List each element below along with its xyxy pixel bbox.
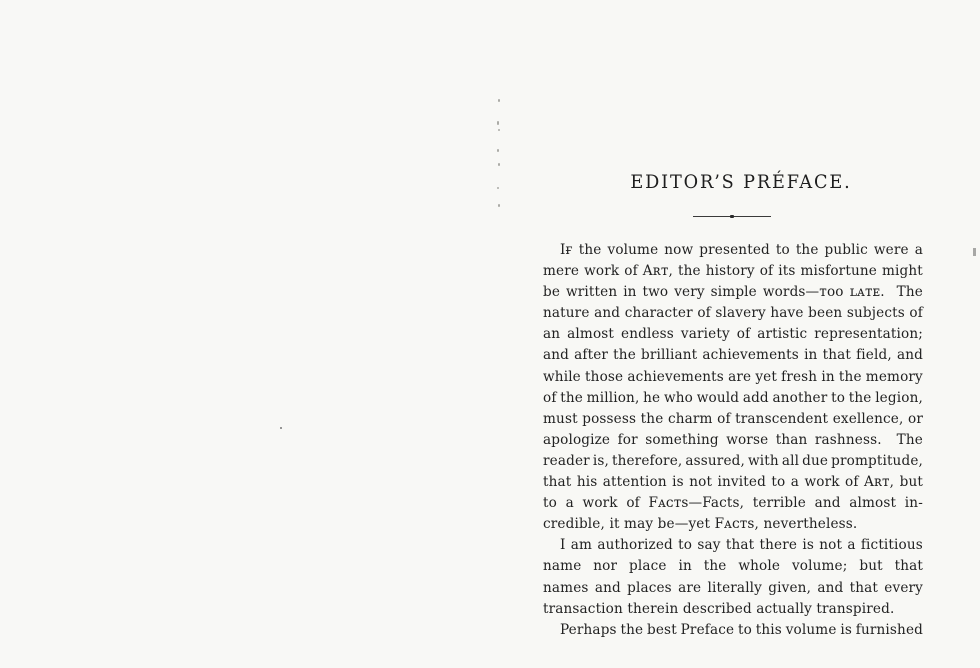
word: therein [627,600,683,617]
word: is, [592,452,609,469]
word: name [543,558,582,575]
word: terrible [752,495,806,512]
word: that [725,537,755,554]
word: every [884,579,923,596]
word: a [847,537,856,554]
word: apologize [543,431,611,448]
word: field, [856,347,892,364]
word: ʟᴀᴛᴇ. [849,284,885,301]
word: who [663,389,693,406]
word: credible, [543,516,610,533]
word: may [624,516,658,533]
word: might [881,263,923,280]
word: the [838,368,862,385]
word: of [543,389,557,406]
word: almost [567,326,615,343]
word: Aʀᴛ, [864,474,895,491]
word: places [627,579,672,596]
word: of [909,305,923,322]
text-line [543,556,923,577]
word: rashness. [814,431,882,448]
word: two [642,284,669,301]
word: am [570,537,593,554]
word: in [804,347,818,364]
word: described [682,600,757,617]
word: reader [543,452,590,469]
word: he [643,389,661,406]
word: a [790,474,800,491]
word: for [617,431,638,448]
word: misfortune [800,263,877,280]
word: fictitious [860,537,923,554]
word: but [899,474,923,491]
ink-speck [497,187,499,189]
word: worse [726,431,769,448]
word: that [849,579,879,596]
word: therefore, [611,452,683,469]
word: history [705,263,755,280]
word: invited [717,474,766,491]
word: is [672,474,684,491]
word: the [677,263,701,280]
text-line [543,620,923,641]
word: in [678,558,692,575]
word: all [781,452,800,469]
text-line [543,303,923,324]
word: literally [707,579,763,596]
word: would [696,389,740,406]
word: mere [543,263,580,280]
word: due [802,452,829,469]
word: representation; [814,326,923,343]
text-line [543,514,923,535]
word: to [771,474,786,491]
word: nevertheless. [763,516,858,533]
word: simple [710,284,757,301]
word: and [543,347,570,364]
word: be [543,284,561,301]
word: his [576,474,598,491]
word: transaction [543,600,628,617]
word: achievements [627,368,724,385]
word: it [609,516,625,533]
text-line [543,472,923,493]
word: and [814,495,841,512]
word: written [565,284,618,301]
word: of [759,263,774,280]
word: Iғ [560,242,573,258]
margin-speck [973,248,976,256]
word: legion, [875,389,923,406]
word: very [674,284,705,301]
text-line [543,388,923,409]
word: subjects [846,305,905,322]
word: character [624,305,693,322]
word: variety [680,326,730,343]
word: words—ᴛᴏᴏ [762,284,844,301]
word: exellence, [832,410,904,427]
word: are [678,579,702,596]
word: work [582,495,618,512]
word: after [574,347,609,364]
word: that [822,347,851,364]
word: the [620,621,644,638]
word: the [703,558,727,575]
word: volume; [791,558,848,575]
ink-speck [280,427,282,429]
word: slavery [715,305,766,322]
word: of [717,410,731,427]
word: in [623,284,637,301]
word: of [845,474,859,491]
word: presented [699,242,770,258]
word: volume [607,242,659,258]
text-line [543,578,923,599]
word: the [613,347,636,364]
title-rule-ornament [730,215,734,218]
word: been [808,305,843,322]
word: yet [755,368,777,385]
word: volume [785,621,837,638]
word: say [697,537,721,554]
word: best [647,621,677,638]
word: possess [582,410,637,427]
word: nor [593,558,618,575]
word: fresh [781,368,818,385]
word: be—yet [657,516,715,533]
word: of [736,326,751,343]
text-line [543,451,923,472]
word: I [560,537,566,554]
word: that [894,558,923,575]
text-line [543,409,923,430]
word: are [728,368,752,385]
text-line [543,240,923,261]
word: now [664,242,694,258]
text-line [543,430,923,451]
preface-body [543,240,923,641]
word: while [543,368,581,385]
word: to [543,495,557,512]
word: promptitude, [831,452,923,469]
word: million, [586,389,640,406]
word: assured, [685,452,745,469]
word: not [689,474,713,491]
word: there [759,537,798,554]
word: of [626,495,640,512]
word: those [585,368,624,385]
word: not [819,537,843,554]
word: the [640,410,664,427]
word: and [896,347,923,364]
word: Preface [680,621,735,638]
word: this [755,621,782,638]
word: have [770,305,804,322]
page-title: EDITOR’S PRÉFACE. [630,171,852,193]
right-page [500,0,980,668]
word: of [624,263,638,280]
word: charm [667,410,713,427]
word: the [848,389,872,406]
word: whole [738,558,781,575]
word: actually [756,600,817,617]
word: an [543,326,561,343]
word: The [896,431,923,448]
word: public [824,242,868,258]
word: or [907,410,923,427]
word: that [543,474,572,491]
word: Aʀᴛ, [642,263,673,280]
word: brilliant [641,347,698,364]
word: in- [904,495,923,512]
word: names [543,579,589,596]
text-line [543,345,923,366]
word: given, [768,579,812,596]
word: something [645,431,719,448]
word: transpired. [816,600,895,617]
text-line [543,493,923,514]
word: were [873,242,909,258]
ink-speck [497,121,499,125]
word: must [543,410,578,427]
word: place [629,558,667,575]
word: work [584,263,620,280]
word: to [678,537,693,554]
word: artistic [757,326,808,343]
word: the [795,242,819,258]
word: furnished [855,621,923,638]
text-line [543,367,923,388]
word: to [737,621,752,638]
word: achievements [702,347,799,364]
word: attention [602,474,667,491]
word: of [697,305,711,322]
word: with [748,452,779,469]
word: endless [621,326,674,343]
word: transcendent [735,410,829,427]
word: The [896,284,923,301]
word: the [578,242,602,258]
word: and [594,305,621,322]
text-line [543,599,923,620]
word: another [772,389,828,406]
word: and [817,579,844,596]
word: is [840,621,852,638]
word: a [565,495,574,512]
word: to [831,389,846,406]
word: in [821,368,835,385]
ink-speck [497,149,499,152]
word: but [859,558,883,575]
word: a [914,242,923,258]
word: authorized [597,537,673,554]
word: the [560,389,583,406]
word: Perhaps [560,621,617,638]
word: memory [865,368,923,385]
word: Fᴀᴄᴛs—Facts, [648,495,745,512]
text-line [543,261,923,282]
word: nature [543,305,590,322]
word: Fᴀᴄᴛs, [714,516,764,533]
text-line [543,282,923,303]
word: to [775,242,790,258]
word: add [742,389,769,406]
word: its [778,263,796,280]
word: almost [849,495,897,512]
text-line [543,324,923,345]
word: than [775,431,808,448]
text-line [543,535,923,556]
word: and [594,579,621,596]
word: is [802,537,814,554]
word: work [804,474,840,491]
